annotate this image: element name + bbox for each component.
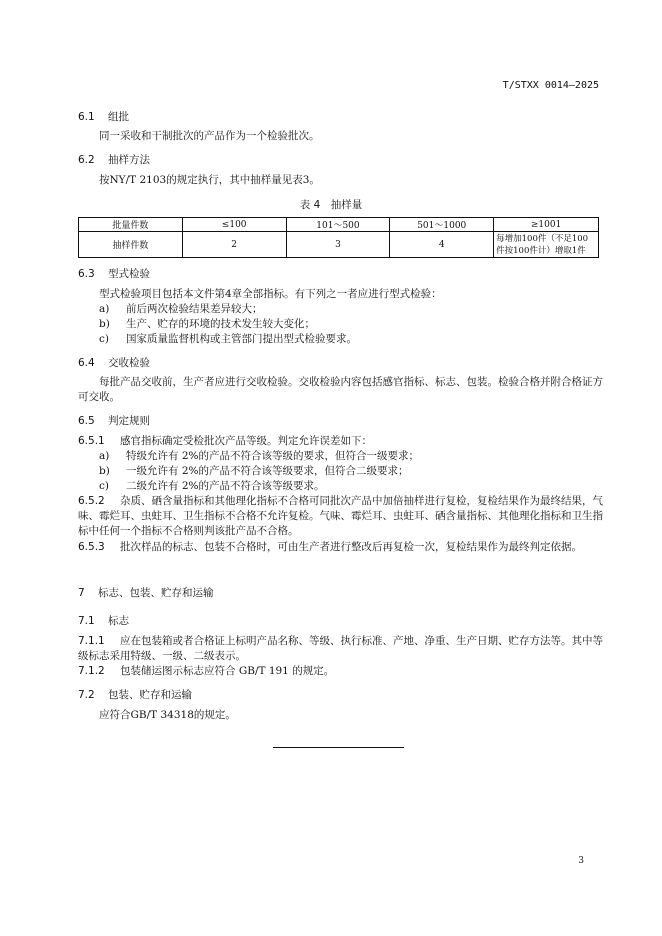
section-6-3-heading: [78, 266, 150, 281]
clause-6-5-1: [78, 434, 372, 449]
table-row: [79, 232, 599, 258]
list-marker: a): [99, 450, 110, 462]
table-cell: 4: [390, 232, 494, 258]
table-cell: ≥1001: [494, 218, 599, 232]
chapter-7-heading: [78, 585, 214, 600]
clause-text: 包装储运图示标志应符合 GB/T 191 的规定。: [120, 665, 335, 677]
section-title: 抽样方法: [108, 154, 150, 166]
section-title: 交收检验: [108, 357, 150, 369]
list-item: [99, 317, 315, 332]
list-marker: c): [99, 333, 109, 345]
table-row: [79, 218, 599, 232]
section-7-2-heading: [78, 687, 192, 702]
section-6-1-heading: [78, 109, 129, 124]
section-title: 组批: [108, 111, 129, 123]
clause-6-5-2: [78, 494, 603, 539]
clause-number: 6.5.2: [78, 495, 105, 507]
section-6-1-text: 同一采收和干制批次的产品作为一个检验批次。: [99, 130, 320, 142]
sampling-table: [78, 217, 599, 258]
table-cell: 2: [182, 232, 286, 258]
table-cell: 101～500: [286, 218, 390, 232]
list-item: [99, 479, 325, 494]
table-cell: ≤100: [182, 218, 286, 232]
list-text: 特级允许有 2%的产品不符合该等级的要求，但符合一级要求；: [126, 450, 419, 462]
section-6-4-text: 每批产品交收前，生产者应进行交收检验。交收检验内容包括感官指标、标志、包装。检验合格并附合格证方可交收。: [78, 376, 603, 403]
clause-number: 6.5.1: [78, 435, 105, 447]
section-7-1-heading: [78, 613, 129, 628]
clause-7-1-2: [78, 664, 334, 679]
section-6-2-text: 按NY/T 2103的规定执行，其中抽样量见表3。: [99, 174, 320, 186]
section-number: 6.3: [78, 268, 95, 280]
chapter-number: 7: [78, 587, 85, 599]
section-number: 7.1: [78, 615, 95, 627]
section-title: 标志: [108, 615, 129, 627]
section-number: 6.1: [78, 111, 95, 123]
section-number: 6.4: [78, 357, 95, 369]
list-item: [99, 332, 357, 347]
section-title: 包装、贮存和运输: [108, 689, 192, 701]
section-6-2-heading: [78, 152, 150, 167]
cell-line: 件按100件计）增取1件: [496, 245, 586, 256]
table-cell: 抽样件数: [79, 232, 183, 258]
chapter-title: 标志、包装、贮存和运输: [98, 587, 214, 599]
list-text: 一级允许有 2%的产品不符合该等级要求，但符合二级要求；: [126, 465, 409, 477]
table-cell: [494, 232, 599, 258]
table-cell: 批量件数: [79, 218, 183, 232]
clause-text: 感官指标确定受检批次产品等级。判定允许误差如下：: [120, 435, 372, 447]
section-7-2-text: 应符合GB/T 34318的规定。: [99, 709, 236, 721]
clause-6-5-3: [78, 540, 603, 555]
list-item: [99, 464, 409, 479]
page-number: 3: [578, 856, 584, 866]
clause-number: 7.1.1: [78, 635, 105, 647]
section-6-5-heading: [78, 413, 150, 428]
end-rule: [273, 747, 404, 748]
section-title: 型式检验: [108, 268, 150, 280]
table-cell: 3: [286, 232, 390, 258]
clause-text: 应在包装箱或者合格证上标明产品名称、等级、执行标准、产地、净重、生产日期、贮存方法等。其中等级标志采用特级、一级、二级表示。: [78, 635, 603, 662]
table-cell: 501～1000: [390, 218, 494, 232]
section-6-3-intro: 型式检验项目包括本文件第4章全部指标。有下列之一者应进行型式检验：: [99, 288, 442, 300]
clause-7-1-1: [78, 634, 603, 664]
list-marker: a): [99, 303, 110, 315]
list-text: 生产、贮存的环境的技术发生较大变化；: [126, 318, 315, 330]
section-title: 判定规则: [108, 415, 150, 427]
clause-text: 批次样品的标志、包装不合格时，可由生产者进行整改后再复检一次，复检结果作为最终判定依据。: [120, 541, 582, 553]
list-text: 国家质量监督机构或主管部门提出型式检验要求。: [126, 333, 357, 345]
document-code: T/STXX 0014—2025: [502, 80, 599, 91]
list-text: 前后两次检验结果差异较大；: [126, 303, 263, 315]
cell-line: 每增加100件（不足100: [496, 233, 589, 244]
table-caption: 表 4 抽样量: [299, 199, 363, 211]
section-number: 7.2: [78, 689, 95, 701]
clause-number: 6.5.3: [78, 541, 105, 553]
clause-text: 杂质、硒含量指标和其他理化指标不合格可同批次产品中加倍抽样进行复检，复检结果作为最终结果，气味、霉烂耳、虫蛀耳、卫生指标不合格不允许复检。气味、霉烂耳、虫蛀耳、硒含量指标、其他理化指标和卫生指标中任何一个指标不合格则判该批产品不合格。: [78, 495, 603, 537]
list-item: [99, 302, 263, 317]
list-marker: b): [99, 465, 110, 477]
section-6-4-heading: [78, 355, 150, 370]
list-text: 二级允许有 2%的产品不符合该等级要求。: [126, 480, 325, 492]
list-marker: b): [99, 318, 110, 330]
section-number: 6.5: [78, 415, 95, 427]
section-number: 6.2: [78, 154, 95, 166]
list-marker: c): [99, 480, 109, 492]
clause-number: 7.1.2: [78, 665, 105, 677]
list-item: [99, 449, 419, 464]
